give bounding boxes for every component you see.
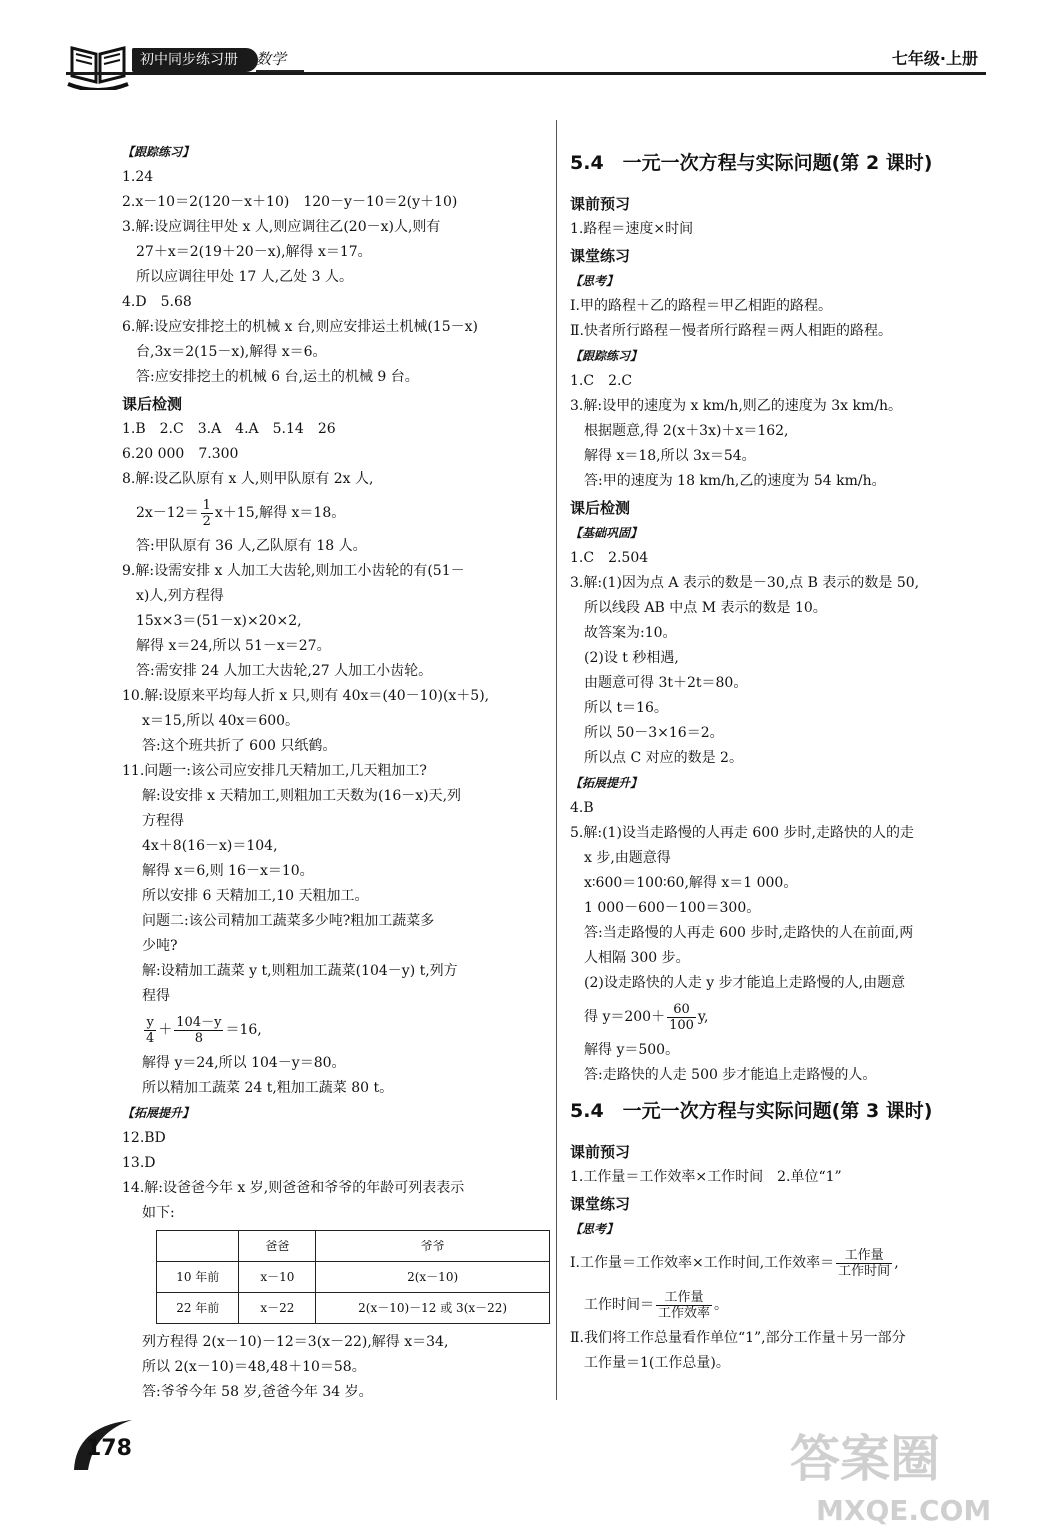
equation-text: ＝16, xyxy=(225,1022,262,1038)
table-header-row xyxy=(157,1231,550,1262)
answer-line: 解:设安排 x 天精加工,则粗加工天数为(16－x)天,列 xyxy=(142,788,462,804)
answer-line: 11.问题一:该公司应安排几天精加工,几天粗加工? xyxy=(122,763,427,779)
answer-line: 答:爷爷今年 58 岁,爸爸今年 34 岁。 xyxy=(142,1384,373,1400)
answer-line: 27＋x＝2(19＋20－x),解得 x＝17。 xyxy=(136,244,372,260)
answer-line: x)人,列方程得 xyxy=(136,588,224,604)
answer-line: x 步,由题意得 xyxy=(584,850,671,866)
section-heading: 课前预习 xyxy=(570,1143,631,1161)
watermark-bottom-text: MXQE.COM xyxy=(816,1494,992,1527)
answer-line: 8.解:设乙队原有 x 人,则甲队原有 2x 人, xyxy=(122,471,374,487)
answer-line: 14.解:设爸爸今年 x 岁,则爸爸和爷爷的年龄可列表表示 xyxy=(122,1180,465,1196)
answer-line: (2)设 t 秒相遇, xyxy=(584,650,679,666)
right-column xyxy=(570,140,990,1376)
answer-line: 所以 t＝16。 xyxy=(584,700,668,716)
answer-line: 所以点 C 对应的数是 2。 xyxy=(584,750,743,766)
answer-line: 1.C 2.504 xyxy=(570,550,649,566)
left-column xyxy=(122,140,550,1405)
table-header-cell xyxy=(157,1231,239,1262)
answer-line: 故答案为:10。 xyxy=(584,625,677,641)
fraction-numerator: 1 xyxy=(202,497,211,513)
fraction xyxy=(656,1290,712,1321)
answer-line: 少吨? xyxy=(142,938,178,954)
answer-line: 答:这个班共折了 600 只纸鹤。 xyxy=(142,738,337,754)
fraction xyxy=(667,1002,696,1033)
answer-line: 所以安排 6 天精加工,10 天粗加工。 xyxy=(142,888,369,904)
answer-line: 解得 y＝500。 xyxy=(584,1042,680,1058)
answer-line: 4.D 5.68 xyxy=(122,294,192,310)
age-table xyxy=(156,1230,550,1324)
answer-line: 人相隔 300 步。 xyxy=(584,950,690,966)
table-cell: x－10 xyxy=(239,1262,316,1293)
table-cell: 10 年前 xyxy=(157,1262,239,1293)
answer-line: Ⅰ.甲的路程＋乙的路程＝甲乙相距的路程。 xyxy=(570,298,832,314)
fraction xyxy=(201,498,213,529)
answer-line: (2)设走路快的人走 y 步才能追上走路慢的人,由题意 xyxy=(584,975,906,991)
answer-line: 工作量＝1(工作总量)。 xyxy=(584,1355,730,1371)
fraction-numerator: 60 xyxy=(667,1002,696,1018)
answer-line: 3.解:设甲的速度为 x km/h,则乙的速度为 3x km/h。 xyxy=(570,398,903,414)
page-number: 178 xyxy=(86,1436,132,1461)
answer-line: 解得 y＝24,所以 104－y＝80。 xyxy=(142,1055,346,1071)
equation-text: y, xyxy=(697,1009,709,1025)
section-title: 5.4 一元一次方程与实际问题(第 3 课时) xyxy=(570,1100,933,1122)
equation-text: x＋15,解得 x＝18。 xyxy=(214,505,346,521)
equation-line xyxy=(122,1009,550,1051)
exercise-tag: 【拓展提升】 xyxy=(570,776,643,790)
answer-line: 答:当走路慢的人再走 600 步时,走路快的人在前面,两 xyxy=(584,925,914,941)
answer-line: 5.解:(1)设当走路慢的人再走 600 步时,走路快的人的走 xyxy=(570,825,914,841)
answer-line: 根据题意,得 2(x＋3x)＋x＝162, xyxy=(584,423,789,439)
subject-label: 数学 xyxy=(256,48,304,72)
fraction-denominator: 工作时间 xyxy=(838,1263,891,1279)
fraction-numerator: 工作量 xyxy=(836,1248,892,1264)
answer-line: 所以应调往甲处 17 人,乙处 3 人。 xyxy=(136,269,353,285)
fraction-numerator: y xyxy=(144,1015,156,1031)
table-cell: 22 年前 xyxy=(157,1293,239,1324)
answer-line: x＝15,所以 40x＝600。 xyxy=(142,713,300,729)
table-cell: x－22 xyxy=(239,1293,316,1324)
answer-line: 2.x－10＝2(120－x＋10) 120－y－10＝2(y＋10) xyxy=(122,194,458,210)
section-heading: 课堂练习 xyxy=(570,247,631,265)
answer-line: 4x＋8(16－x)＝104, xyxy=(142,838,278,854)
table-header-cell: 爸爸 xyxy=(239,1231,316,1262)
equation-text: 工作时间＝ xyxy=(584,1297,654,1313)
answer-line: 10.解:设原来平均每人折 x 只,则有 40x＝(40－10)(x＋5), xyxy=(122,688,490,704)
answer-line: Ⅱ.快者所行路程－慢者所行路程＝两人相距的路程。 xyxy=(570,323,892,339)
page-header xyxy=(0,0,1038,110)
answer-line: 所以精加工蔬菜 24 t,粗加工蔬菜 80 t。 xyxy=(142,1080,394,1096)
equation-line xyxy=(570,996,990,1038)
answer-line: 15x×3＝(51－x)×20×2, xyxy=(136,613,302,629)
answer-line: 解:设精加工蔬菜 y t,则粗加工蔬菜(104－y) t,列方 xyxy=(142,963,458,979)
section-heading: 课后检测 xyxy=(122,395,183,413)
answer-line: 问题二:该公司精加工蔬菜多少吨?粗加工蔬菜多 xyxy=(142,913,435,929)
answer-line: 6.解:设应安排挖土的机械 x 台,则应安排运土机械(15－x) xyxy=(122,319,478,335)
answer-line: 1.B 2.C 3.A 4.A 5.14 26 xyxy=(122,421,336,437)
section-title: 5.4 一元一次方程与实际问题(第 2 课时) xyxy=(570,152,933,174)
answer-line: 方程得 xyxy=(142,813,184,829)
answer-line: 解得 x＝24,所以 51－x＝27。 xyxy=(136,638,331,654)
answer-line: 答:甲队原有 36 人,乙队原有 18 人。 xyxy=(136,538,367,554)
answer-line: 程得 xyxy=(142,988,170,1004)
answer-line: 4.B xyxy=(570,800,594,816)
answer-line: 答:甲的速度为 18 km/h,乙的速度为 54 km/h。 xyxy=(584,473,886,489)
equation-line xyxy=(122,492,550,534)
answer-line: 1 000－600－100＝300。 xyxy=(584,900,761,916)
fraction xyxy=(836,1248,892,1279)
answer-line: 列方程得 2(x－10)－12＝3(x－22),解得 x＝34, xyxy=(142,1334,449,1350)
answer-line: 1.工作量＝工作效率×工作时间 2.单位“1” xyxy=(570,1169,842,1185)
equation-text: , xyxy=(894,1255,899,1271)
answer-line: 所以 50－3×16＝2。 xyxy=(584,725,724,741)
exercise-tag: 【思考】 xyxy=(570,1222,619,1236)
section-heading: 课前预习 xyxy=(570,195,631,213)
equation-line xyxy=(570,1284,990,1326)
equation-line xyxy=(570,1242,990,1284)
table-row xyxy=(157,1293,550,1324)
answer-line: 解得 x＝18,所以 3x＝54。 xyxy=(584,448,756,464)
table-cell: 2(x－10)－12 或 3(x－22) xyxy=(316,1293,550,1324)
page-number-badge xyxy=(70,1418,140,1470)
answer-line: 13.D xyxy=(122,1155,156,1171)
fraction-denominator: 8 xyxy=(194,1030,203,1046)
table-row xyxy=(157,1262,550,1293)
fraction-denominator: 4 xyxy=(146,1030,155,1046)
answer-line: 所以 2(x－10)＝48,48＋10＝58。 xyxy=(142,1359,366,1375)
answer-line: 答:应安排挖土的机械 6 台,运土的机械 9 台。 xyxy=(136,369,419,385)
answer-line: Ⅱ.我们将工作总量看作单位“1”,部分工作量＋另一部分 xyxy=(570,1330,906,1346)
answer-line: 解得 x＝6,则 16－x＝10。 xyxy=(142,863,314,879)
exercise-tag: 【基础巩固】 xyxy=(570,526,643,540)
watermark-logo-icon xyxy=(780,1420,1020,1530)
series-title: 初中同步练习册 xyxy=(132,48,258,72)
answer-line: 答:走路快的人走 500 步才能追上走路慢的人。 xyxy=(584,1067,877,1083)
watermark-top-text: 答案圈 xyxy=(790,1430,940,1488)
answer-line: 9.解:设需安排 x 人加工大齿轮,则加工小齿轮的有(51－ xyxy=(122,563,465,579)
section-heading: 课堂练习 xyxy=(570,1195,631,1213)
fraction xyxy=(174,1015,223,1046)
exercise-tag: 【跟踪练习】 xyxy=(122,145,195,159)
answer-line: 答:需安排 24 人加工大齿轮,27 人加工小齿轮。 xyxy=(136,663,433,679)
answer-line: x∶600＝100∶60,解得 x＝1 000。 xyxy=(584,875,798,891)
answer-line: 12.BD xyxy=(122,1130,166,1146)
section-heading: 课后检测 xyxy=(570,499,631,517)
answer-line: 6.20 000 7.300 xyxy=(122,446,239,462)
column-divider xyxy=(556,120,557,1400)
equation-text: ＋ xyxy=(158,1022,173,1038)
fraction-denominator: 2 xyxy=(202,513,211,529)
table-header-cell: 爷爷 xyxy=(316,1231,550,1262)
answer-line: 1.路程＝速度×时间 xyxy=(570,221,694,237)
fraction-numerator: 工作量 xyxy=(656,1290,712,1306)
table-cell: 2(x－10) xyxy=(316,1262,550,1293)
answer-line: 如下: xyxy=(142,1205,175,1221)
equation-text: 得 y＝200＋ xyxy=(584,1009,666,1025)
exercise-tag: 【思考】 xyxy=(570,274,619,288)
answer-line: 3.解:(1)因为点 A 表示的数是－30,点 B 表示的数是 50, xyxy=(570,575,920,591)
answer-line: 1.24 xyxy=(122,169,154,185)
fraction-denominator: 100 xyxy=(669,1017,694,1033)
equation-text: Ⅰ.工作量＝工作效率×工作时间,工作效率＝ xyxy=(570,1255,835,1271)
exercise-tag: 【拓展提升】 xyxy=(122,1106,195,1120)
fraction xyxy=(144,1015,156,1046)
answer-line: 1.C 2.C xyxy=(570,373,633,389)
equation-text: 。 xyxy=(714,1297,729,1313)
fraction-numerator: 104－y xyxy=(176,1014,222,1030)
exercise-tag: 【跟踪练习】 xyxy=(570,349,643,363)
header-rule xyxy=(66,72,986,75)
answer-line: 3.解:设应调往甲处 x 人,则应调往乙(20－x)人,则有 xyxy=(122,219,441,235)
answer-line: 所以线段 AB 中点 M 表示的数是 10。 xyxy=(584,600,827,616)
answer-line: 台,3x＝2(15－x),解得 x＝6。 xyxy=(136,344,327,360)
answer-line: 由题意可得 3t＋2t＝80。 xyxy=(584,675,748,691)
fraction-denominator: 工作效率 xyxy=(658,1305,711,1321)
equation-text: 2x－12＝ xyxy=(136,505,199,521)
grade-label: 七年级·上册 xyxy=(891,49,978,68)
book-logo-icon xyxy=(66,38,130,90)
